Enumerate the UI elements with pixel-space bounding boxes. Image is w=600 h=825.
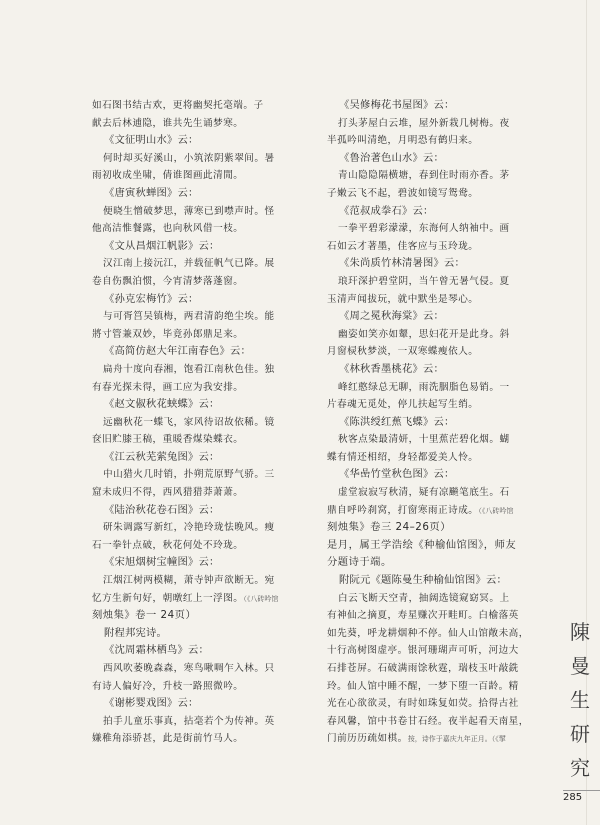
line-text: 玲。仙人馆中睡不醒，一梦下堕一百龄。精	[327, 680, 519, 692]
poem-title	[327, 466, 562, 484]
line-text: 《文从昌烟江帆影》云：	[104, 239, 220, 252]
line-text: 白云飞断天空青，抽阔选镜窥窈冥。上	[338, 592, 510, 604]
poem-line	[327, 484, 562, 502]
line-text: 峰红憨绿总无聊，雨洗胭脂色易销。一	[338, 381, 510, 393]
line-text: 石排苍屏。石破满雨馀秋霆，瑞枝玉叶敲銑	[327, 663, 519, 674]
poem-line	[92, 167, 328, 185]
line-text: 何时却买好溪山，小筑浓阴紫翠间。暑	[103, 152, 275, 164]
right-text-column	[327, 97, 562, 748]
line-text: 是月，属王学浩绘《种榆仙馆图》，师友	[327, 538, 517, 551]
poem-title	[92, 185, 328, 203]
prose-line	[327, 554, 562, 572]
citation-note	[92, 607, 328, 625]
line-text: 西风吹萎晚森森，寒鸟啾啁乍入林。只	[103, 663, 275, 674]
line-text: 秋客点染最清妍，十里蕉茫碧化烟。蝴	[338, 434, 510, 446]
line-text: 研朱调露写新红，冷艳玲珑怯晚风。瘦	[103, 522, 275, 534]
line-text: 片春魂无觅处，停儿扶起写生绡。	[327, 399, 479, 411]
line-text: 卷自伤飘泊惯，今宵清梦落蓬窗。	[92, 275, 244, 287]
poem-line	[327, 730, 562, 748]
line-text: 嫌稚角添骄甚，此是街前竹马人。	[92, 733, 244, 745]
poem-line	[92, 97, 328, 115]
poem-title	[327, 308, 562, 326]
poem-title	[92, 449, 328, 467]
poem-title	[92, 642, 328, 660]
poem-line	[327, 396, 562, 414]
line-text: 石如云才著墨，佳客应与玉玲珑。	[327, 240, 479, 252]
poem-line	[327, 167, 562, 185]
line-text: 远幽秋花一蝶飞，家风待诏故依稀。镜	[103, 416, 275, 428]
poem-line	[327, 713, 562, 731]
line-text: 《陆治秋花卷石图》云：	[104, 503, 220, 516]
line-text: 《陈洪绶红蕉飞蝶》云：	[339, 415, 455, 428]
poem-title	[92, 291, 328, 309]
line-text: 汉江南上接沅江，并载征帆气已降。展	[103, 258, 275, 270]
line-text: 石一拳针点破，秋花何处不玲珑。	[92, 539, 244, 551]
line-text: 月窗棂秋梦淡，一双寒蝶瘦依人。	[327, 346, 479, 358]
line-text: 刻烛集》卷一 24页）	[92, 609, 197, 622]
poem-line	[92, 484, 328, 502]
vertical-title-seal	[568, 615, 592, 780]
line-text: 扁舟十度向春湘，饱看江南秋色佳。独	[103, 363, 275, 375]
poem-line	[327, 502, 562, 520]
poem-line	[92, 150, 328, 168]
line-text: 拍手儿童乐事真，拈毫若个为传神。英	[103, 715, 275, 727]
line-text: 中山猎火几时销，扑朔荒原野气骄。三	[103, 469, 275, 481]
poem-line	[92, 414, 328, 432]
line-text: 有诗人偏好冷，升枝一路照微吟。	[92, 680, 244, 692]
line-text: 《江云秋芜萦兔图》云：	[104, 450, 220, 463]
line-text: 《孙克宏梅竹》云：	[104, 292, 199, 305]
seal-character: 陳	[570, 620, 590, 644]
line-text: 琅玕深护碧堂阴，当午曾无暑气侵。夏	[338, 275, 510, 287]
inline-citation: （《八砖吟馆	[243, 594, 279, 603]
line-text: 刻烛集》卷三 24–26页）	[327, 521, 452, 534]
poem-line	[327, 590, 562, 608]
line-text: 《林秋香墨桃花》云：	[339, 362, 444, 375]
line-text: 鼎自呼吟刹窝，打窗寒雨正诗成。	[327, 504, 479, 516]
line-text: 窟未成归不得，西风猎猎莽萧萧。	[92, 487, 244, 499]
left-text-column	[92, 97, 328, 748]
poem-line	[92, 678, 328, 696]
line-text: 十行高树图虚亭。银河珊瑚声可听，河边大	[327, 645, 519, 657]
line-text: 將寸管兼双妙，毕竟孙郎鼎足来。	[92, 328, 244, 340]
poem-title	[327, 572, 562, 590]
poem-title	[92, 625, 328, 643]
poem-line	[92, 713, 328, 731]
poem-title	[92, 695, 328, 713]
line-text: 附程邦宪诗。	[104, 626, 167, 639]
poem-line	[327, 660, 562, 678]
line-text: 《沈周霜林栖鸟》云：	[104, 644, 209, 657]
poem-line	[327, 343, 562, 361]
line-text: 如先葵，呼龙耕烟种不停。仙人山馆敞未高，	[327, 627, 529, 639]
line-text: 青山隐隐隔横塘，春到住时雨亦香。茅	[338, 170, 510, 182]
line-text: 《范叔成拳石》云：	[339, 204, 434, 217]
prose-line	[327, 537, 562, 555]
poem-title	[92, 238, 328, 256]
poem-line	[92, 466, 328, 484]
seal-character: 曼	[570, 654, 590, 678]
poem-line	[327, 291, 562, 309]
line-text: 《华嵒竹堂秋色图》云：	[339, 468, 455, 481]
poem-line	[327, 449, 562, 467]
line-text: 《朱尚质竹林清暑图》云：	[339, 257, 465, 270]
line-text: 便晓生憎破梦思，薄寒已到噤声时。怪	[103, 205, 275, 217]
poem-line	[327, 642, 562, 660]
poem-line	[327, 238, 562, 256]
line-text: 半孤吟叫清绝，月明恐有鹤归来。	[327, 135, 479, 147]
line-text: 有春光探未得，画工应为我安排。	[92, 381, 244, 393]
citation-note	[327, 519, 562, 537]
line-text: 《谢彬婴戏图》云：	[104, 697, 199, 710]
poem-line	[92, 730, 328, 748]
line-text: 《周之冕秋海棠》云：	[339, 310, 444, 323]
line-text: 玉清声闻拔玩，就中默坐是琴心。	[327, 293, 479, 305]
line-text: 打头茅屋白云堆，屋外新栽几树梅。夜	[338, 117, 510, 129]
poem-line	[92, 255, 328, 273]
line-text: 春风馨，馆中书卷甘石经。夜半起看天南星，	[327, 715, 529, 727]
seal-character: 生	[570, 688, 590, 712]
poem-title	[92, 502, 328, 520]
seal-character: 究	[570, 756, 590, 780]
poem-line	[327, 607, 562, 625]
poem-line	[92, 660, 328, 678]
line-text: 门前历历疏如棋。	[327, 733, 408, 745]
line-text: 《吴修梅花书屋图》云：	[339, 99, 455, 111]
poem-line	[327, 431, 562, 449]
inline-citation: 按，诗作于嘉庆九年正月。（《揅	[407, 735, 506, 744]
line-text: 《文征明山水》云：	[104, 134, 199, 147]
poem-line	[327, 273, 562, 291]
poem-line	[92, 115, 328, 133]
poem-title	[327, 414, 562, 432]
poem-line	[327, 185, 562, 203]
seal-character: 研	[570, 722, 590, 746]
poem-line	[92, 308, 328, 326]
line-text: 雨初收成坐啸，倩谁图画此清閒。	[92, 170, 244, 182]
line-text: 一拳平碧彩濛濛，东海何人纳袖中。画	[338, 223, 510, 235]
poem-title	[92, 343, 328, 361]
poem-line	[92, 326, 328, 344]
poem-line	[327, 678, 562, 696]
poem-line	[327, 115, 562, 133]
poem-title	[327, 150, 562, 168]
poem-line	[327, 625, 562, 643]
poem-title	[92, 132, 328, 150]
line-text: 虚堂寂寂写秋清，疑有凉飈笔底生。石	[338, 487, 510, 499]
poem-line	[92, 273, 328, 291]
poem-line	[327, 326, 562, 344]
poem-line	[92, 519, 328, 537]
line-text: 附阮元《题陈曼生种榆仙馆图》云：	[339, 574, 507, 587]
line-text: 如石图书结古欢，更将幽契托毫端。子	[92, 100, 264, 111]
line-text: 《唐寅秋蝉图》云：	[104, 186, 199, 199]
poem-line	[327, 695, 562, 713]
poem-line	[92, 203, 328, 221]
poem-line	[327, 220, 562, 238]
line-text: 幽姿如笑亦如颦，思妇花开是此身。斜	[338, 328, 510, 340]
line-text: 江烟江树两模糊，萧寺钟声欲断无。宛	[103, 575, 275, 587]
line-text: 光在心欲欲灵，有时如珠复如荧。拾得古社	[327, 698, 519, 710]
line-text: 《赵文俶秋花蛱蝶》云：	[104, 398, 220, 411]
line-text: 子嫩云飞不起，碧波如镜写鸳鸯。	[327, 187, 479, 199]
poem-title	[92, 554, 328, 572]
line-text: 《宋旭烟树宝幢图》云：	[104, 556, 220, 569]
poem-line	[92, 537, 328, 555]
line-text: 蝶有情还相绍，身轻都爱美人怜。	[327, 451, 479, 463]
line-text: 忆方生新句好，朝暾红上一浮图。	[92, 592, 244, 604]
poem-title	[327, 361, 562, 379]
poem-line	[92, 220, 328, 238]
poem-title	[327, 255, 562, 273]
poem-title	[327, 97, 562, 115]
line-text: 与可胥筥吴镇梅，两君清韵绝尘埃。能	[103, 311, 275, 323]
line-text: 《鲁治著色山水》云：	[339, 151, 444, 164]
line-text: 《高简仿赵大年江南春色》云：	[104, 345, 251, 358]
line-text: 奁旧贮膝王稿，重暖香煤染蝶衣。	[92, 434, 244, 446]
page-number: 285	[563, 790, 600, 803]
poem-title	[327, 203, 562, 221]
poem-line	[327, 379, 562, 397]
line-text: 有神仙之摘夏，寿星赚次开畦町。白榆落英	[327, 610, 519, 622]
poem-line	[92, 572, 328, 590]
line-text: 他高洁惟餐露，也向秋风借一枝。	[92, 223, 244, 235]
poem-line	[92, 361, 328, 379]
line-text: 献去后林逋隐，谁共先生诵梦寒。	[92, 117, 244, 129]
poem-line	[327, 132, 562, 150]
poem-line	[92, 590, 328, 608]
poem-title	[92, 396, 328, 414]
poem-line	[92, 431, 328, 449]
poem-line	[92, 379, 328, 397]
inline-citation: （《八砖吟馆	[478, 506, 514, 515]
line-text: 分题诗于端。	[327, 556, 392, 569]
